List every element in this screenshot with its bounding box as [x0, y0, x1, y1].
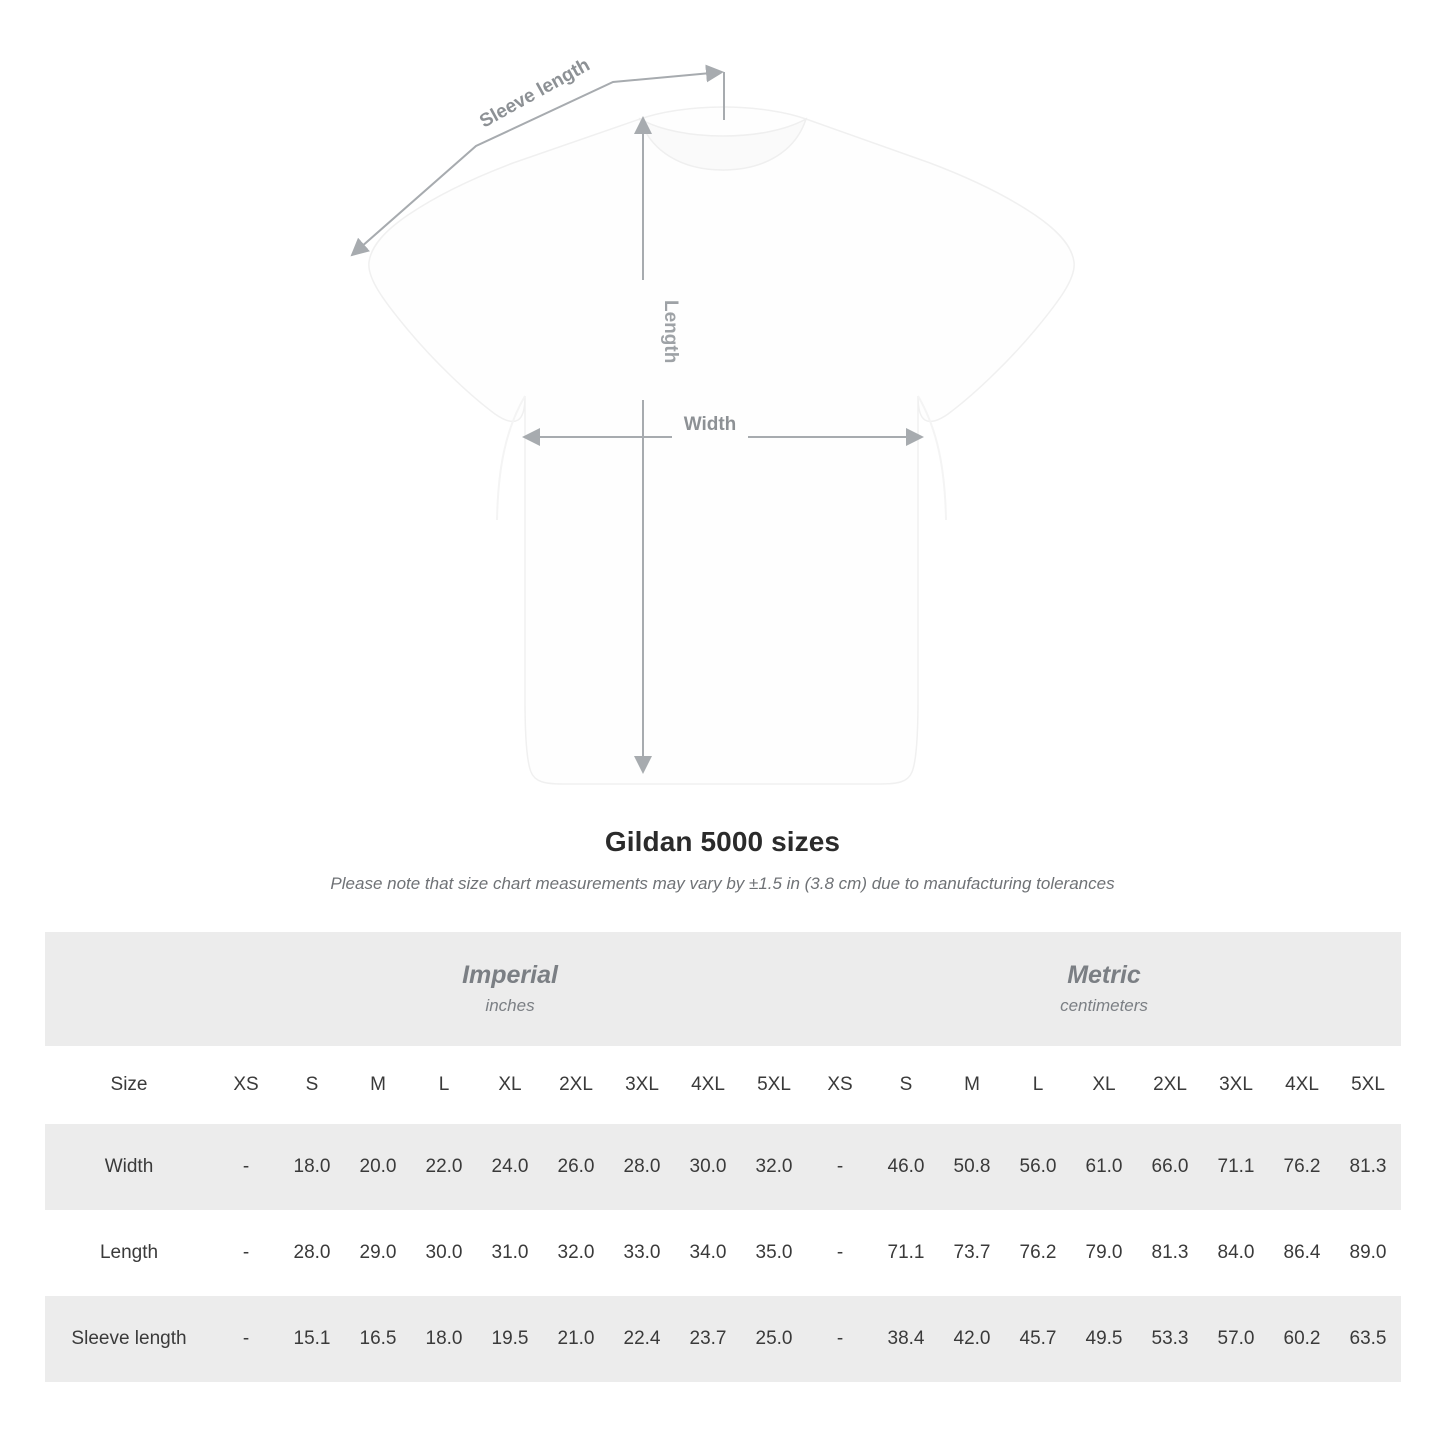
size-header-metric-xs: XS	[807, 1046, 873, 1124]
cell-length-metric-3xl: 84.0	[1203, 1210, 1269, 1296]
unit-name-imperial: Imperial	[462, 961, 558, 990]
cell-width-metric-4xl: 76.2	[1269, 1124, 1335, 1210]
cell-length-imperial-m: 29.0	[345, 1210, 411, 1296]
tolerance-note: Please note that size chart measurements may vary by ±1.5 in (3.8 cm) due to manufacturing tolerances	[330, 874, 1115, 893]
table-row-sleeve-length	[45, 1296, 1401, 1382]
unit-name-metric: Metric	[1067, 961, 1141, 990]
cell-length-imperial-3xl: 33.0	[609, 1210, 675, 1296]
cell-sleeve-metric-5xl: 63.5	[1335, 1296, 1401, 1382]
cell-length-imperial-4xl: 34.0	[675, 1210, 741, 1296]
cell-width-imperial-s: 18.0	[279, 1124, 345, 1210]
cell-width-imperial-2xl: 26.0	[543, 1124, 609, 1210]
cell-sleeve-metric-m: 42.0	[939, 1296, 1005, 1382]
length-label: Length	[660, 300, 681, 364]
cell-length-imperial-5xl: 35.0	[741, 1210, 807, 1296]
cell-width-metric-m: 50.8	[939, 1124, 1005, 1210]
cell-sleeve-imperial-2xl: 21.0	[543, 1296, 609, 1382]
row-label-length: Length	[45, 1210, 213, 1296]
size-header-imperial-4xl: 4XL	[675, 1046, 741, 1124]
size-header-imperial-xs: XS	[213, 1046, 279, 1124]
size-header-label: Size	[45, 1046, 213, 1124]
width-label: Width	[683, 414, 737, 435]
cell-width-metric-xl: 61.0	[1071, 1124, 1137, 1210]
cell-sleeve-metric-s: 38.4	[873, 1296, 939, 1382]
size-header-imperial-3xl: 3XL	[609, 1046, 675, 1124]
cell-sleeve-metric-2xl: 53.3	[1137, 1296, 1203, 1382]
cell-length-imperial-2xl: 32.0	[543, 1210, 609, 1296]
sleeve-length-label: Sleeve length	[476, 54, 594, 133]
cell-sleeve-imperial-m: 16.5	[345, 1296, 411, 1382]
cell-width-imperial-3xl: 28.0	[609, 1124, 675, 1210]
cell-sleeve-imperial-xs: -	[213, 1296, 279, 1382]
cell-length-metric-4xl: 86.4	[1269, 1210, 1335, 1296]
cell-length-metric-xl: 79.0	[1071, 1210, 1137, 1296]
cell-sleeve-imperial-s: 15.1	[279, 1296, 345, 1382]
size-header-imperial-xl: XL	[477, 1046, 543, 1124]
cell-sleeve-metric-l: 45.7	[1005, 1296, 1071, 1382]
cell-sleeve-metric-3xl: 57.0	[1203, 1296, 1269, 1382]
cell-sleeve-metric-xs: -	[807, 1296, 873, 1382]
table-row-width	[45, 1124, 1401, 1210]
unit-header-metric	[807, 932, 1401, 1046]
row-label-width: Width	[45, 1124, 213, 1210]
cell-length-metric-s: 71.1	[873, 1210, 939, 1296]
cell-width-metric-2xl: 66.0	[1137, 1124, 1203, 1210]
cell-width-imperial-l: 22.0	[411, 1124, 477, 1210]
cell-width-metric-l: 56.0	[1005, 1124, 1071, 1210]
cell-sleeve-metric-xl: 49.5	[1071, 1296, 1137, 1382]
size-header-metric-l: L	[1005, 1046, 1071, 1124]
cell-length-metric-5xl: 89.0	[1335, 1210, 1401, 1296]
size-header-imperial-s: S	[279, 1046, 345, 1124]
cell-length-metric-m: 73.7	[939, 1210, 1005, 1296]
size-header-imperial-l: L	[411, 1046, 477, 1124]
size-chart-table-wrap	[0, 894, 1445, 1382]
size-header-imperial-m: M	[345, 1046, 411, 1124]
size-header-imperial-2xl: 2XL	[543, 1046, 609, 1124]
cell-length-imperial-xl: 31.0	[477, 1210, 543, 1296]
unit-sub-imperial: inches	[485, 995, 535, 1015]
table-row-length	[45, 1210, 1401, 1296]
unit-header-row	[45, 932, 1401, 1046]
size-header-metric-s: S	[873, 1046, 939, 1124]
cell-width-imperial-xl: 24.0	[477, 1124, 543, 1210]
cell-length-imperial-xs: -	[213, 1210, 279, 1296]
page-title: Gildan 5000 sizes	[604, 826, 841, 857]
cell-width-metric-5xl: 81.3	[1335, 1124, 1401, 1210]
cell-width-imperial-4xl: 30.0	[675, 1124, 741, 1210]
cell-length-imperial-l: 30.0	[411, 1210, 477, 1296]
cell-length-metric-2xl: 81.3	[1137, 1210, 1203, 1296]
unit-header-blank	[45, 932, 213, 1046]
cell-length-imperial-s: 28.0	[279, 1210, 345, 1296]
cell-width-metric-s: 46.0	[873, 1124, 939, 1210]
cell-sleeve-imperial-4xl: 23.7	[675, 1296, 741, 1382]
size-header-metric-xl: XL	[1071, 1046, 1137, 1124]
cell-sleeve-metric-4xl: 60.2	[1269, 1296, 1335, 1382]
cell-width-imperial-5xl: 32.0	[741, 1124, 807, 1210]
size-header-metric-m: M	[939, 1046, 1005, 1124]
size-chart-table	[45, 932, 1401, 1382]
cell-width-metric-3xl: 71.1	[1203, 1124, 1269, 1210]
row-label-sleeve-length: Sleeve length	[45, 1296, 213, 1382]
size-header-metric-2xl: 2XL	[1137, 1046, 1203, 1124]
cell-width-metric-xs: -	[807, 1124, 873, 1210]
cell-width-imperial-xs: -	[213, 1124, 279, 1210]
cell-sleeve-imperial-5xl: 25.0	[741, 1296, 807, 1382]
cell-width-imperial-m: 20.0	[345, 1124, 411, 1210]
size-header-metric-3xl: 3XL	[1203, 1046, 1269, 1124]
size-header-imperial-5xl: 5XL	[741, 1046, 807, 1124]
tshirt-shape	[369, 107, 1074, 784]
size-header-row	[45, 1046, 1401, 1124]
unit-sub-metric: centimeters	[1060, 995, 1148, 1015]
cell-sleeve-imperial-3xl: 22.4	[609, 1296, 675, 1382]
unit-header-imperial	[213, 932, 807, 1046]
cell-length-metric-xs: -	[807, 1210, 873, 1296]
cell-sleeve-imperial-l: 18.0	[411, 1296, 477, 1382]
cell-length-metric-l: 76.2	[1005, 1210, 1071, 1296]
size-header-metric-4xl: 4XL	[1269, 1046, 1335, 1124]
size-header-metric-5xl: 5XL	[1335, 1046, 1401, 1124]
cell-sleeve-imperial-xl: 19.5	[477, 1296, 543, 1382]
